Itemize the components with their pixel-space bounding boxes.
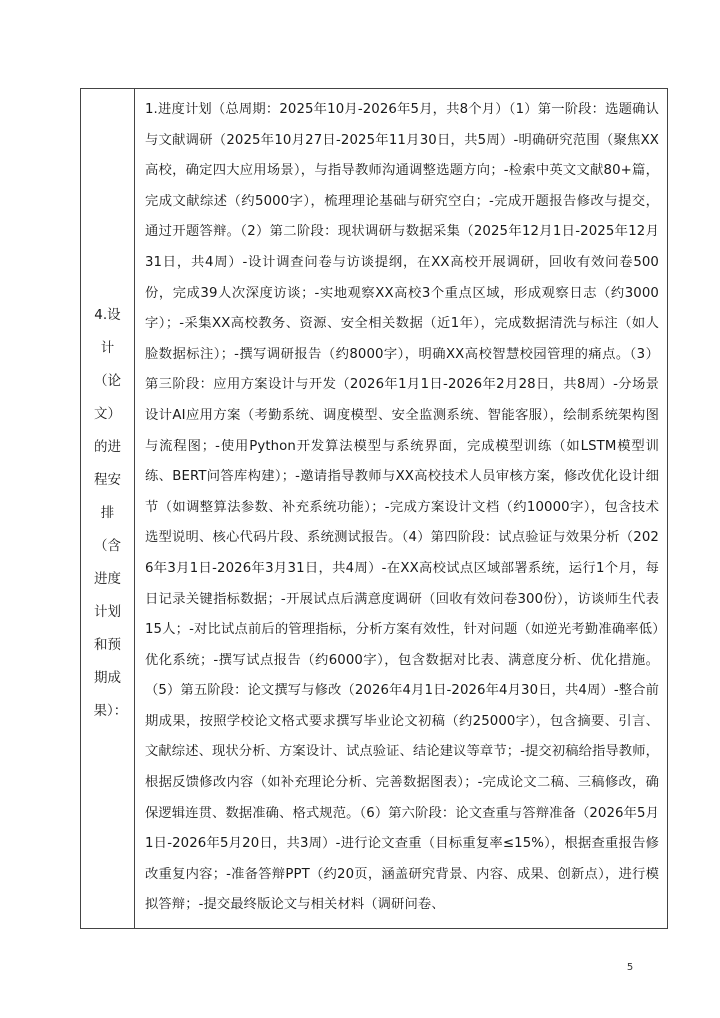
progress-plan-text: 1.进度计划（总周期：2025年10月-2026年5月，共8个月）（1）第一阶段：选题确认与文献调研（2025年10月27日-2025年11月30日，共5周）-明确研究范围（聚焦XX高校，确定四大应用场景），与指导教师沟通调整选题方向；-检索中英文文献80+篇，完成文献综述（约5000字），梳理理论基础与研究空白；-完成开题报告修改与提交，通过开题答辩。（2）第二阶段：现状调研与数据采集（2025年12月1日-2025年12月31日，共4周）-设计调查问卷与访谈提纲，在XX高校开展调研，回收有效问卷500份，完成39人次深度访谈；-实地观察XX高校3个重点区域，形成观察日志（约3000字）；-采集XX高校教务、资源、安全相关数据（近1年），完成数据清洗与标注（如人脸数据标注）；-撰写调研报告（约8000字），明确XX高校智慧校园管理的痛点。（3）第三阶段：应用方案设计与开发（2026年1月1日-2026年2月28日，共8周）-分场景设计AI应用方案（考勤系统、调度模型、安全监测系统、智能客服），绘制系统架构图与流程图；-使用Python开发算法模型与系统界面，完成模型训练（如LSTM模型训练、BERT问答库构建）；-邀请指导教师与XX高校技术人员审核方案，修改优化设计细节（如调整算法参数、补充系统功能）；-完成方案设计文档（约10000字），包含技术选型说明、核心代码片段、系统测试报告。（4）第四阶段：试点验证与效果分析（2026年3月1日-2026年3月31日，共4周）-在XX高校试点区域部署系统，运行1个月，每日记录关键指标数据；-开展试点后满意度调研（回收有效问卷300份），访谈师生代表15人；-对比试点前后的管理指标，分析方案有效性，针对问题（如逆光考勤准确率低）优化系统；-撰写试点报告（约6000字），包含数据对比表、满意度分析、优化措施。（5）第五阶段：论文撰写与修改（2026年4月1日-2026年4月30日，共4周）-整合前期成果，按照学校论文格式要求撰写毕业论文初稿（约25000字），包含摘要、引言、文献综述、现状分析、方案设计、试点验证、结论建议等章节；-提交初稿给指导教师，根据反馈修改内容（如补充理论分析、完善数据图表）；-完成论文二稿、三稿修改，确保逻辑连贯、数据准确、格式规范。（6）第六阶段：论文查重与答辩准备（2026年5月1日-2026年5月20日，共3周）-进行论文查重（目标重复率≤15%），根据查重报告修改重复内容；-准备答辩PPT（约20页，涵盖研究背景、内容、成果、创新点），进行模拟答辩；-提交最终版论文与相关材料（调研问卷、 xyxy=(145,102,659,913)
progress-plan-table xyxy=(80,88,668,929)
section-label-cell xyxy=(81,89,135,928)
section-content-cell xyxy=(135,89,667,928)
page-number: 5 xyxy=(626,962,634,973)
section-label: 4.设计（论文）的进程安排（含进度计划和预期成果）： xyxy=(93,307,128,719)
